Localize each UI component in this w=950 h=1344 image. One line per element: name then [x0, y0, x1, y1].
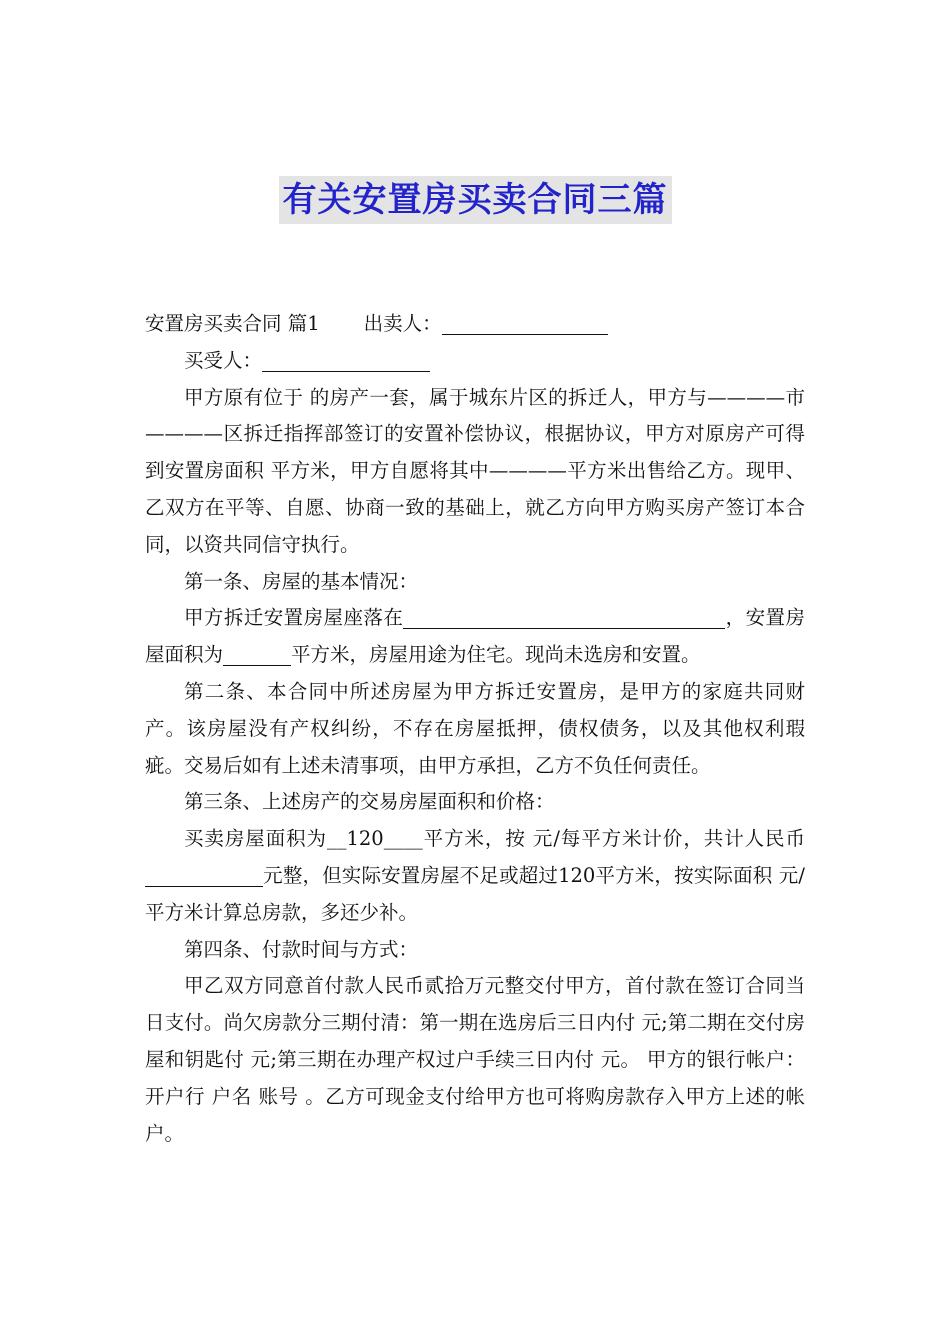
paragraph-article-2: 第二条、本合同中所述房屋为甲方拆迁安置房，是甲方的家庭共同财产。该房屋没有产权纠纷，不存在房屋抵押，债权债务，以及其他权利瑕疵。交易后如有上述未清事项，由甲方承担，乙方不负任何责任。	[145, 679, 805, 777]
location-blank	[403, 604, 725, 629]
paragraph-buyer	[145, 343, 805, 380]
document-title: 有关安置房买卖合同三篇	[279, 176, 672, 224]
sale-area-label: 买卖房屋面积为	[184, 827, 327, 851]
paragraph-preamble: 甲方原有位于 的房产一套，属于城东片区的拆迁人，甲方与————市————区拆迁指挥部签订的安置补偿协议，根据协议，甲方对原房产可得到安置房面积 平方米，甲方自愿将其中————平方米出售给乙方。现甲、乙双方在平等、自愿、协商一致的基础上，就乙方向甲方购买房产签订本合同，以资共同信守执行。	[145, 385, 805, 556]
area-label: ，安置房屋面积为	[145, 606, 805, 667]
buyer-label: 买受人：	[184, 348, 263, 372]
area-blank	[223, 641, 291, 666]
article-1-heading: 第一条、房屋的基本情况：	[184, 569, 419, 593]
paragraph-article-4: 甲乙双方同意首付款人民币贰拾万元整交付甲方，首付款在签订合同当日支付。尚欠房款分三期付清：第一期在选房后三日内付 元;第二期在交付房屋和钥匙付 元;第三期在办理产权过户手续三日内付 元。 甲方的银行帐户：开户行 户名 账号 。乙方可现金支付给甲方也可将购房款存入甲方上述的帐户。	[145, 974, 805, 1145]
seller-blank	[442, 310, 608, 335]
total-price-blank	[145, 862, 263, 887]
seller-label: 出卖人：	[363, 312, 442, 335]
sale-area-value: __120____	[326, 827, 423, 851]
contract-heading: 安置房买卖合同 篇1	[145, 312, 320, 335]
location-label: 甲方拆迁安置房屋座落在	[184, 606, 404, 630]
usage-text: 平方米，房屋用途为住宅。现尚未选房和安置。	[291, 643, 701, 667]
document-body	[145, 306, 805, 1152]
buyer-blank	[262, 347, 430, 372]
article-4-heading: 第四条、付款时间与方式：	[184, 937, 419, 961]
adjustment-text: 元整，但实际安置房屋不足或超过120平方米，按实际面积 元/平方米计算总房款，多还少补。	[145, 863, 805, 924]
paragraph-article-3	[145, 821, 805, 931]
price-text: 平方米，按 元/每平方米计价，共计人民币	[422, 827, 805, 851]
paragraph-article-1	[145, 600, 805, 674]
paragraph-contract-heading	[145, 306, 805, 343]
article-3-heading: 第三条、上述房产的交易房屋面积和价格：	[184, 790, 555, 814]
title-block	[0, 176, 950, 224]
